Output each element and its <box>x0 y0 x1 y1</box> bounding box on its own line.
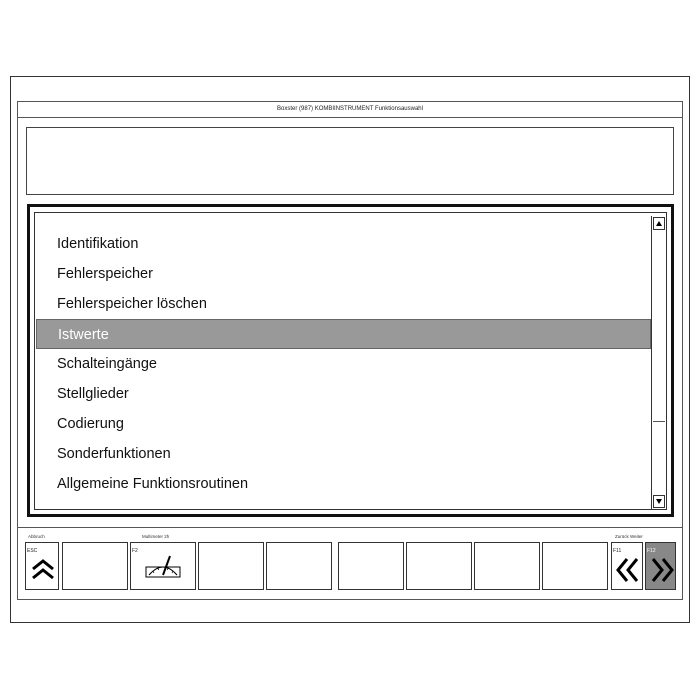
multimeter-label: Multimeter 2h <box>142 534 170 539</box>
function-key-f4[interactable] <box>266 542 332 590</box>
abbruch-label: Abbruch <box>28 534 45 539</box>
arrow-up-icon <box>656 221 662 226</box>
menu-item-fehlerspeicher-loeschen[interactable]: Fehlerspeicher löschen <box>57 296 207 312</box>
function-bar-divider <box>17 527 683 528</box>
back-button[interactable] <box>611 542 643 590</box>
menu-item-identifikation[interactable]: Identifikation <box>57 236 139 252</box>
double-chevron-up-icon <box>29 558 57 582</box>
function-key-f3[interactable] <box>198 542 264 590</box>
menu-item-istwerte[interactable]: Istwerte <box>36 319 651 349</box>
info-panel <box>26 127 674 195</box>
scroll-down-button[interactable] <box>653 495 665 508</box>
scroll-up-button[interactable] <box>653 217 665 230</box>
function-key-f6[interactable] <box>406 542 472 590</box>
double-chevron-right-icon <box>649 556 675 584</box>
menu-scrollbar[interactable] <box>651 216 665 509</box>
arrow-down-icon <box>656 499 662 504</box>
f2-key-code: F2 <box>132 548 138 554</box>
f12-key-code: F12 <box>647 548 656 554</box>
multimeter-icon <box>144 553 184 581</box>
multimeter-button[interactable] <box>130 542 196 590</box>
double-chevron-left-icon <box>615 556 641 584</box>
forward-button[interactable] <box>645 542 676 590</box>
function-key-f8[interactable] <box>542 542 608 590</box>
window-title: Boxster (987) KOMBIINSTRUMENT Funktionsauswahl <box>17 101 683 118</box>
menu-item-fehlerspeicher[interactable]: Fehlerspeicher <box>57 266 153 282</box>
function-key-f7[interactable] <box>474 542 540 590</box>
function-key-f1[interactable] <box>62 542 128 590</box>
menu-item-schalteingaenge[interactable]: Schalteingänge <box>57 356 157 372</box>
scroll-thumb[interactable] <box>653 232 665 422</box>
function-key-f5[interactable] <box>338 542 404 590</box>
zurueck-weiter-label: Zurück Weiter <box>615 534 643 539</box>
function-menu-list <box>36 229 651 499</box>
menu-item-codierung[interactable]: Codierung <box>57 416 124 432</box>
esc-key-code: ESC <box>27 548 38 554</box>
f11-key-code: F11 <box>613 548 622 554</box>
esc-button[interactable] <box>25 542 59 590</box>
menu-item-stellglieder[interactable]: Stellglieder <box>57 386 129 402</box>
menu-item-allgemeine-funktionsroutinen[interactable]: Allgemeine Funktionsroutinen <box>57 476 249 492</box>
menu-item-sonderfunktionen[interactable]: Sonderfunktionen <box>57 446 171 462</box>
